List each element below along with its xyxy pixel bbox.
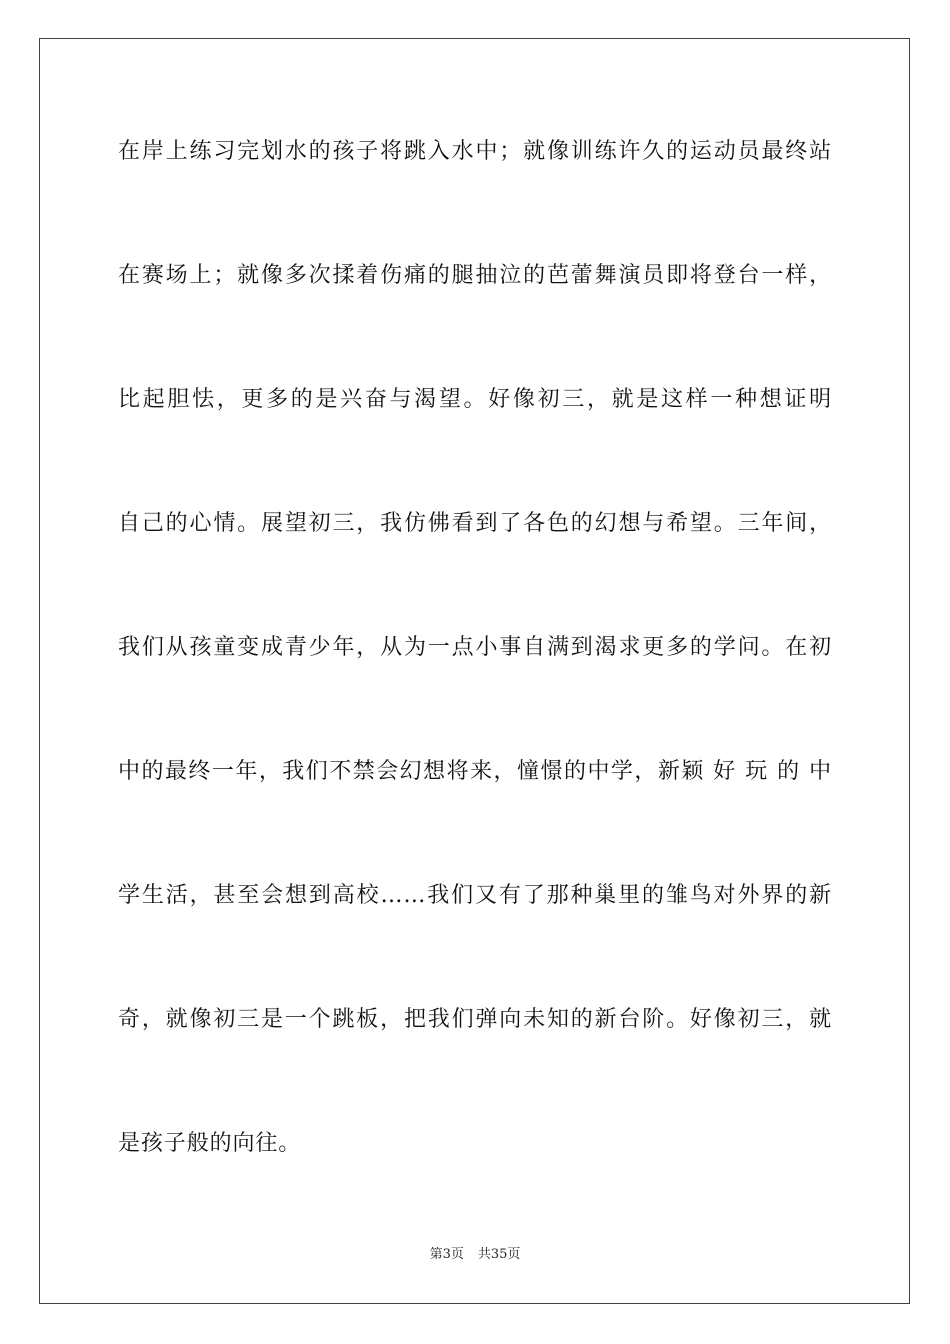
body-text-line: 奇，就像初三是一个跳板，把我们弹向未知的新台阶。好像初三，就: [118, 1007, 832, 1032]
body-text-line: 比起胆怯，更多的是兴奋与渴望。好像初三，就是这样一种想证明: [118, 387, 832, 412]
body-text-line: 自己的心情。展望初三，我仿佛看到了各色的幻想与希望。三年间，: [118, 511, 832, 536]
body-text-line: 在赛场上；就像多次揉着伤痛的腿抽泣的芭蕾舞演员即将登台一样，: [118, 263, 832, 288]
page-total: 共35页: [477, 1247, 521, 1262]
body-text-line-last: 是孩子般的向往。: [118, 1131, 302, 1156]
body-text-line: 中的最终一年，我们不禁会幻想将来，憧憬的中学，新颖 好 玩 的 中: [118, 759, 832, 784]
body-text-line: 我们从孩童变成青少年，从为一点小事自满到渴求更多的学问。在初: [118, 635, 832, 660]
page-footer: [0, 1246, 950, 1264]
body-text-line: 学生活，甚至会想到高校……我们又有了那种巢里的雏鸟对外界的新: [118, 883, 832, 908]
body-text-line: 在岸上练习完划水的孩子将跳入水中；就像训练许久的运动员最终站: [118, 139, 832, 164]
page-frame: [39, 38, 910, 1304]
page-number: 第3页: [429, 1247, 464, 1262]
